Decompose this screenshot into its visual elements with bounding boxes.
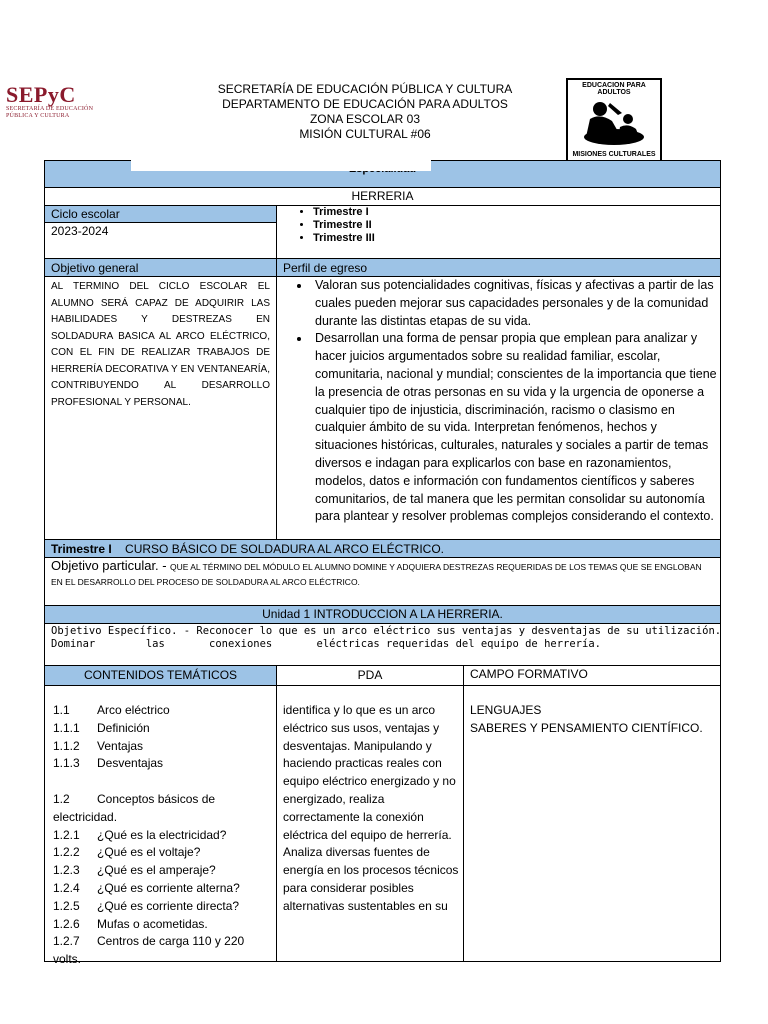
sepyc-logo-text: SEPyC bbox=[6, 82, 76, 107]
logo-right-bottom-text: MISIONES CULTURALES bbox=[572, 151, 656, 158]
contenido-item bbox=[53, 916, 276, 934]
ciclo-value: 2023-2024 bbox=[51, 224, 109, 238]
contenido-text: Conceptos básicos de bbox=[97, 791, 216, 806]
pda-header: PDA bbox=[277, 666, 464, 685]
contenido-item bbox=[53, 880, 276, 898]
contenido-number: 1.1.3 bbox=[53, 756, 80, 771]
contenido-item bbox=[53, 933, 276, 951]
contenido-number: 1.2.1 bbox=[53, 827, 80, 842]
columns-header-row bbox=[45, 665, 720, 685]
perfil-item-2: • Desarrollan una forma de pensar propia que emplean para analizar y hacer juicios argumentados sobre su realidad familiar, escolar, comunitaria, nacional y mundial; conscientes de la importancia que tiene la presencia de otras personas en su vida y la urgencia de oponerse a cualquier tipo de injusticia, discriminación, racismo o clasismo en cualquier ámbito de su vida. Interpretan fenómenos, hechos y situaciones históricas, culturales, naturales y sociales a partir de temas diversos e indagan para explicarlos con base en razonamientos, modelos, datos e información con fundamentos científicos y saberes comunitarios, de tal manera que les permitan consolidar su autonomía para plantear y resolver problemas complejos considerando el contexto. bbox=[311, 330, 720, 526]
unidad-title: Unidad 1 INTRODUCCION A LA HERRERIA. bbox=[262, 607, 503, 621]
sepyc-logo bbox=[6, 84, 126, 120]
contenido-number: 1.2 bbox=[53, 791, 70, 806]
header-line-1: SECRETARÍA DE EDUCACIÓN PÚBLICA Y CULTURA bbox=[217, 82, 513, 96]
objetivo-row bbox=[45, 276, 720, 539]
contenido-item bbox=[53, 951, 276, 969]
contenido-item bbox=[53, 827, 276, 845]
contenido-item bbox=[53, 791, 276, 809]
contents-row bbox=[45, 685, 720, 967]
contenido-text: Mufas o acometidas. bbox=[97, 916, 208, 931]
contenido-text: ¿Qué es el amperaje? bbox=[97, 863, 216, 878]
contenido-text: Centros de carga 110 y 220 bbox=[97, 934, 245, 949]
contenido-text: electricidad. bbox=[53, 809, 118, 824]
objetivo-especifico-line-2: Dominar las conexiones eléctricas requeridas del equipo de herrería. bbox=[51, 638, 601, 650]
contenido-number: 1.2.4 bbox=[53, 880, 80, 895]
document-header bbox=[150, 82, 580, 142]
ciclo-label: Ciclo escolar bbox=[45, 206, 276, 223]
contenido-number: 1.1.1 bbox=[53, 720, 80, 735]
contenido-text: Desventajas bbox=[97, 756, 164, 771]
contenido-number: 1.1 bbox=[53, 703, 70, 717]
objetivo-especifico-row bbox=[45, 623, 720, 665]
sepyc-logo-line2: PÚBLICA Y CULTURA bbox=[6, 113, 70, 119]
objetivo-particular-row bbox=[45, 557, 720, 605]
contenido-item bbox=[53, 720, 276, 738]
trimestre-item-1: • Trimestre I bbox=[313, 206, 720, 219]
especialidad-row bbox=[45, 161, 720, 187]
people-silhouette-icon bbox=[570, 97, 658, 145]
logo-right-top-text: EDUCACION PARA ADULTOS bbox=[582, 82, 646, 96]
unidad-row bbox=[45, 605, 720, 623]
trimestre-item-3: • Trimestre III bbox=[313, 232, 720, 245]
header-line-3: ZONA ESCOLAR 03 bbox=[309, 112, 421, 126]
contenido-item bbox=[53, 844, 276, 862]
contenido-number: 1.2.3 bbox=[53, 863, 80, 878]
objetivo-header-row bbox=[45, 258, 720, 276]
contenidos-header: CONTENIDOS TEMÁTICOS bbox=[45, 666, 277, 685]
trimestre-label: Trimestre I bbox=[51, 542, 112, 556]
contenido-text: Definición bbox=[97, 720, 150, 735]
contenido-text: ¿Qué es corriente alterna? bbox=[97, 880, 240, 895]
campo-item-2: SABERES Y PENSAMIENTO CIENTÍFICO. bbox=[470, 720, 703, 735]
contenido-number: 1.2.5 bbox=[53, 898, 80, 913]
contenido-item bbox=[53, 755, 276, 773]
perfil-item-1: • Valoran sus potencialidades cognitivas, físicas y afectivas a partir de las cuales pueden mejorar sus capacidades personales y de la comunidad durante las distintas etapas de su vida. bbox=[311, 277, 720, 330]
especialidad-value: HERRERIA bbox=[351, 189, 414, 203]
campo-item-1: LENGUAJES bbox=[470, 703, 542, 717]
objetivo-general-text: AL TERMINO DEL CICLO ESCOLAR EL ALUMNO SERÁ CAPAZ DE ADQUIRIR LAS HABILIDADES Y DESTREZAS EN SOLDADURA BASICA AL ARCO ELÉCTRICO, CON EL FIN DE REALIZAR TRABAJOS DE HERRERÍA DECORATIVA Y EN VENTANEARÍA, CONTRIBUYENDO AL DESARROLLO PROFESIONAL Y PERSONAL. bbox=[45, 277, 277, 539]
header-line-2: DEPARTAMENTO DE EDUCACIÓN PARA ADULTOS bbox=[222, 97, 508, 111]
trimestre-curso: CURSO BÁSICO DE SOLDADURA AL ARCO ELÉCTRICO. bbox=[125, 542, 445, 556]
objetivo-especifico-line-1: Objetivo Específico. - Reconocer lo que es un arco eléctrico sus ventajas y desventajas de su utilización. bbox=[51, 625, 722, 637]
perfil-egreso-label: Perfil de egreso bbox=[283, 261, 368, 275]
contenido-item bbox=[53, 702, 276, 720]
campo-formativo-header: CAMPO FORMATIVO bbox=[464, 666, 720, 685]
herreria-row bbox=[45, 187, 720, 205]
objetivo-particular-text: QUE AL TÉRMINO DEL MÓDULO EL ALUMNO DOMINE Y ADQUIERA DESTREZAS REQUERIDAS DE LOS TEMAS QUE SE ENGLOBAN EN EL DESARROLLO DEL PROCESO DE SOLDADURA AL ARCO ELÉCTRICO. bbox=[51, 562, 702, 587]
objetivo-particular-label: Objetivo particular. - bbox=[51, 558, 167, 573]
contenido-number: 1.1.2 bbox=[53, 738, 80, 753]
objetivo-general-label: Objetivo general bbox=[45, 259, 277, 276]
program-table bbox=[44, 160, 722, 967]
trimestre-item-2: • Trimestre II bbox=[313, 219, 720, 232]
contenido-item bbox=[53, 898, 276, 916]
contenido-number: 1.2.2 bbox=[53, 845, 80, 860]
contenido-text: ¿Qué es la electricidad? bbox=[97, 827, 227, 842]
misiones-culturales-logo bbox=[566, 78, 662, 162]
contenido-item bbox=[53, 738, 276, 756]
contenidos-list bbox=[45, 686, 277, 967]
contenido-text: Arco eléctrico bbox=[97, 703, 170, 717]
trimestre-row bbox=[45, 539, 720, 557]
contenido-number: 1.2.6 bbox=[53, 916, 80, 931]
ciclo-row bbox=[45, 205, 720, 258]
contenido-item bbox=[53, 862, 276, 880]
pda-text: identifica y lo que es un arco eléctrico sus usos, ventajas y desventajas. Manipulando y haciendo practicas reales con equipo eléctrico energizado y no energizado, realiza correctamente la conexión eléctrica del equipo de herrería. Analiza diversas fuentes de energía en los procesos técnicos para considerar posibles alternativas sustentables en su bbox=[277, 686, 464, 961]
sepyc-logo-line1: SECRETARÍA DE EDUCACIÓN bbox=[6, 106, 94, 112]
trimestres-list bbox=[277, 206, 720, 258]
contenido-number: 1.2.7 bbox=[53, 934, 80, 949]
header-line-4: MISIÓN CULTURAL #06 bbox=[299, 127, 431, 141]
contenido-text: ¿Qué es el voltaje? bbox=[97, 845, 201, 860]
contenido-text: ¿Qué es corriente directa? bbox=[97, 898, 240, 913]
contenido-item bbox=[53, 773, 276, 791]
contenido-text: volts. bbox=[53, 952, 82, 967]
contenido-text: Ventajas bbox=[97, 738, 144, 753]
contenido-item bbox=[53, 809, 276, 827]
